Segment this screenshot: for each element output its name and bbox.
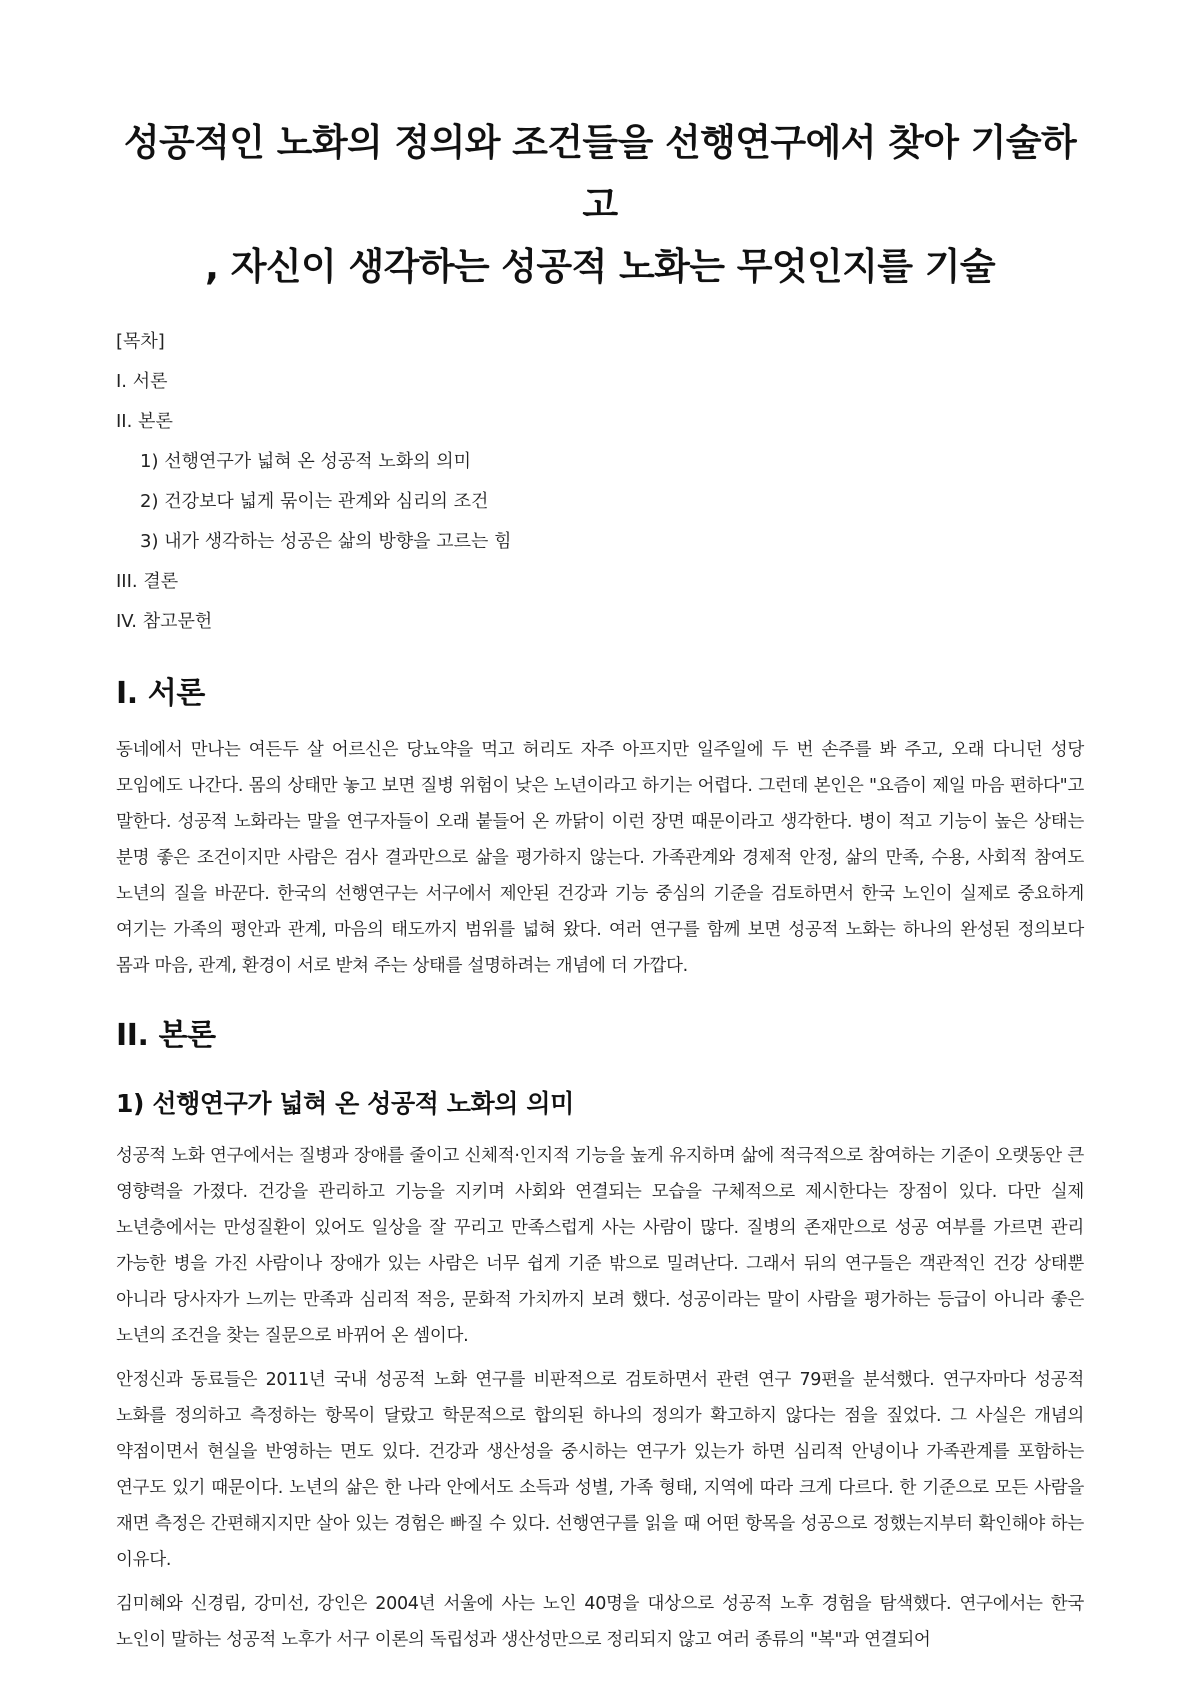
toc-item: III. 결론: [116, 571, 179, 592]
toc-item: II. 본론: [116, 411, 173, 432]
section-1-paragraph: 안정신과 동료들은 2011년 국내 성공적 노화 연구를 비판적으로 검토하면서 관련 연구 79편을 분석했다. 연구자마다 성공적 노화를 정의하고 측정하는 항목이 달랐고 학문적으로 합의된 하나의 정의가 확고하지 않다는 점을 짚었다. 그 사실은 개념의 약점이면서 현실을 반영하는 면도 있다. 건강과 생산성을 중시하는 연구가 있는가 하면 심리적 안녕이나 가족관계를 포함하는 연구도 있기 때문이다. 노년의 삶은 한 나라 안에서도 소득과 성별, 가족 형태, 지역에 따라 크게 다르다. 한 기준으로 모든 사람을 재면 측정은 간편해지지만 살아 있는 경험은 빠질 수 있다. 선행연구를 읽을 때 어떤 항목을 성공으로 정했는지부터 확인해야 하는 이유다.: [116, 1370, 1084, 1570]
toc-item: IV. 참고문헌: [116, 611, 213, 632]
toc-item: I. 서론: [116, 371, 168, 392]
toc-item: 1) 선행연구가 넓혀 온 성공적 노화의 의미: [140, 451, 472, 472]
section-1-heading: 1) 선행연구가 넓혀 온 성공적 노화의 의미: [116, 1089, 574, 1118]
title-line-1: 성공적인 노화의 정의와 조건들을 선행연구에서 찾아 기술하고: [123, 121, 1077, 226]
toc-item: 2) 건강보다 넓게 묶이는 관계와 심리의 조건: [140, 491, 489, 512]
title-line-2: , 자신이 생각하는 성공적 노화는 무엇인지를 기술: [205, 245, 995, 288]
intro-paragraph: 동네에서 만나는 여든두 살 어르신은 당뇨약을 먹고 허리도 자주 아프지만 일주일에 두 번 손주를 봐 주고, 오래 다니던 성당 모임에도 나간다. 몸의 상태만 놓고 보면 질병 위험이 낮은 노년이라고 하기는 어렵다. 그런데 본인은 "요즘이 제일 마음 편하다"고 말한다. 성공적 노화라는 말을 연구자들이 오래 붙들어 온 까닭이 이런 장면 때문이라고 생각한다. 병이 적고 기능이 높은 상태는 분명 좋은 조건이지만 사람은 검사 결과만으로 삶을 평가하지 않는다. 가족관계와 경제적 안정, 삶의 만족, 수용, 사회적 참여도 노년의 질을 바꾼다. 한국의 선행연구는 서구에서 제안된 건강과 기능 중심의 기준을 검토하면서 한국 노인이 실제로 중요하게 여기는 가족의 평안과 관계, 마음의 태도까지 범위를 넓혀 왔다. 여러 연구를 함께 보면 성공적 노화는 하나의 완성된 정의보다 몸과 마음, 관계, 환경이 서로 받쳐 주는 상태를 설명하려는 개념에 더 가깝다.: [116, 740, 1084, 976]
toc-item: 3) 내가 생각하는 성공은 삶의 방향을 고르는 힘: [140, 531, 512, 552]
toc-heading: [목차]: [116, 331, 165, 352]
document-title: [116, 0, 1084, 298]
section-1-paragraph: 성공적 노화 연구에서는 질병과 장애를 줄이고 신체적·인지적 기능을 높게 유지하며 삶에 적극적으로 참여하는 기준이 오랫동안 큰 영향력을 가졌다. 건강을 관리하고 기능을 지키며 사회와 연결되는 모습을 구체적으로 제시한다는 장점이 있다. 다만 실제 노년층에서는 만성질환이 있어도 일상을 잘 꾸리고 만족스럽게 사는 사람이 많다. 질병의 존재만으로 성공 여부를 가르면 관리 가능한 병을 가진 사람이나 장애가 있는 사람은 너무 쉽게 기준 밖으로 밀려난다. 그래서 뒤의 연구들은 객관적인 건강 상태뿐 아니라 당사자가 느끼는 만족과 심리적 적응, 문화적 가치까지 보려 했다. 성공이라는 말이 사람을 평가하는 등급이 아니라 좋은 노년의 조건을 찾는 질문으로 바뀌어 온 셈이다.: [116, 1146, 1084, 1346]
intro-heading: I. 서론: [116, 676, 205, 711]
body-heading: II. 본론: [116, 1018, 216, 1053]
table-of-contents: [116, 322, 1084, 642]
section-1-paragraph: 김미혜와 신경림, 강미선, 강인은 2004년 서울에 사는 노인 40명을 대상으로 성공적 노후 경험을 탐색했다. 연구에서는 한국 노인이 말하는 성공적 노후가 서구 이론의 독립성과 생산성만으로 정리되지 않고 여러 종류의 "복"과 연결되어: [116, 1594, 1084, 1650]
